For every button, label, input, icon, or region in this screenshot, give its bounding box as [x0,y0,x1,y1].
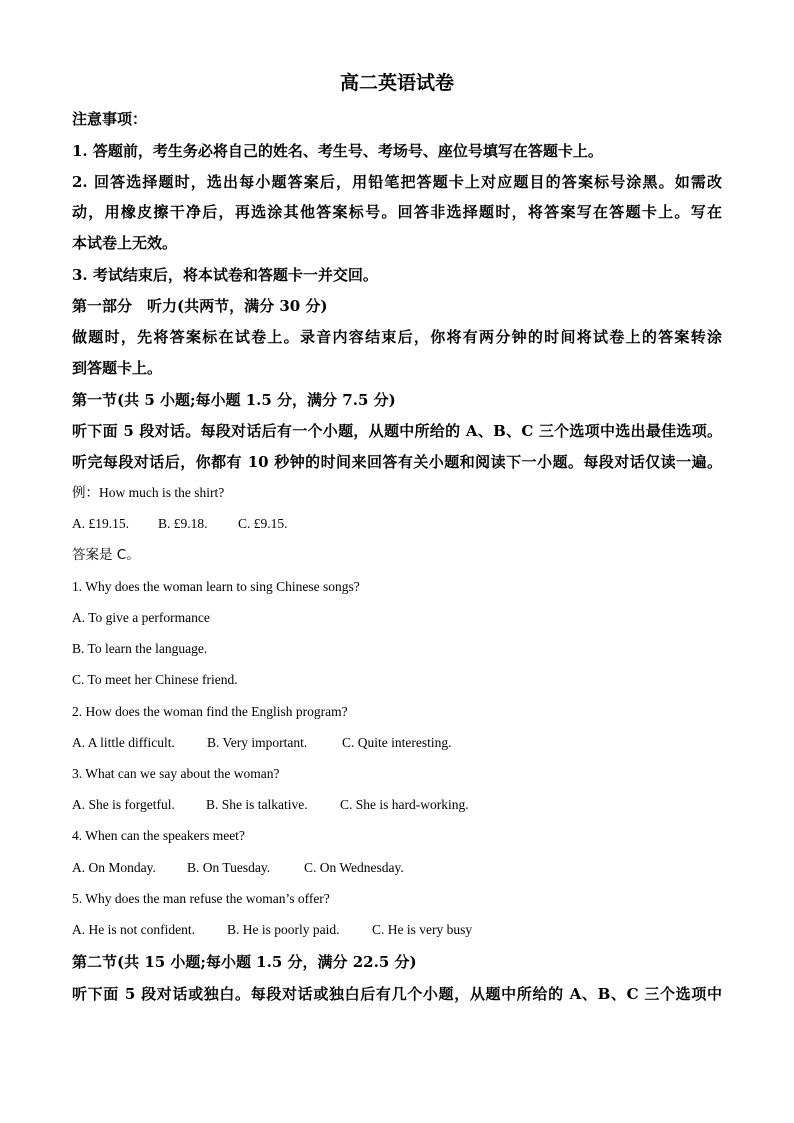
question-2-options [72,733,451,753]
question-3-option-b: B. She is talkative. [206,797,308,812]
notice-item-2-line-3: 本试卷上无效。 [72,234,178,252]
question-4-option-c: C. On Wednesday. [304,860,404,875]
notice-item-3: 3. 考试结束后，将本试卷和答题卡一并交回。 [72,266,378,284]
part1-instruction-line-1: 做题时，先将答案标在试卷上。录音内容结束后，你将有两分钟的时间将试卷上的答案转涂 [72,328,722,346]
section1-instruction-line-1: 听下面 5 段对话。每段对话后有一个小题，从题中所给的 A、B、C 三个选项中选出最佳选项。 [72,422,722,440]
question-1-option-c: C. To meet her Chinese friend. [72,672,238,687]
section2-heading: 第二节(共 15 小题;每小题 1.5 分，满分 22.5 分) [72,953,417,971]
question-1-option-b: B. To learn the language. [72,641,208,656]
question-2: 2. How does the woman find the English program? [72,704,348,719]
question-3-options [72,795,469,815]
example-answer: 答案是 C。 [72,547,140,563]
example-option-b: B. £9.18. [158,516,208,531]
question-4-options [72,858,404,878]
question-2-option-a: A. A little difficult. [72,735,175,750]
question-5: 5. Why does the man refuse the woman’s offer? [72,891,330,906]
part1-instruction-line-2: 到答题卡上。 [72,359,163,377]
question-1-option-a: A. To give a performance [72,610,210,625]
part1-heading: 第一部分 听力(共两节，满分 30 分) [72,297,328,315]
notice-item-2-line-1: 2. 回答选择题时，选出每小题答案后，用铅笔把答题卡上对应题目的答案标号涂黑。如需改 [72,173,722,191]
section2-instruction-line-1: 听下面 5 段对话或独白。每段对话或独白后有几个小题，从题中所给的 A、B、C 三个选项中 [72,985,722,1003]
section1-heading: 第一节(共 5 小题;每小题 1.5 分，满分 7.5 分) [72,391,396,409]
question-3: 3. What can we say about the woman? [72,766,280,781]
section1-instruction-line-2: 听完每段对话后，你都有 10 秒钟的时间来回答有关小题和阅读下一小题。每段对话仅读一遍。 [72,453,722,471]
example-options [72,514,288,534]
example-question: 例：How much is the shirt? [72,485,225,500]
question-5-option-c: C. He is very busy [372,922,473,937]
question-5-option-a: A. He is not confident. [72,922,195,937]
question-2-option-b: B. Very important. [207,735,308,750]
question-4-option-a: A. On Monday. [72,860,156,875]
question-4: 4. When can the speakers meet? [72,828,245,843]
example-option-a: A. £19.15. [72,516,129,531]
question-5-option-b: B. He is poorly paid. [227,922,340,937]
question-4-option-b: B. On Tuesday. [187,860,271,875]
question-3-option-a: A. She is forgetful. [72,797,175,812]
question-2-option-c: C. Quite interesting. [342,735,452,750]
notice-heading: 注意事项： [72,110,148,128]
question-1: 1. Why does the woman learn to sing Chinese songs? [72,579,360,594]
question-5-options [72,920,472,940]
example-option-c: C. £9.15. [238,516,288,531]
question-3-option-c: C. She is hard-working. [340,797,469,812]
page-title: 高二英语试卷 [339,72,454,94]
notice-item-1: 1. 答题前，考生务必将自己的姓名、考生号、考场号、座位号填写在答题卡上。 [72,142,603,160]
notice-item-2-line-2: 动，用橡皮擦干净后，再选涂其他答案标号。回答非选择题时，将答案写在答题卡上。写在 [72,203,722,221]
